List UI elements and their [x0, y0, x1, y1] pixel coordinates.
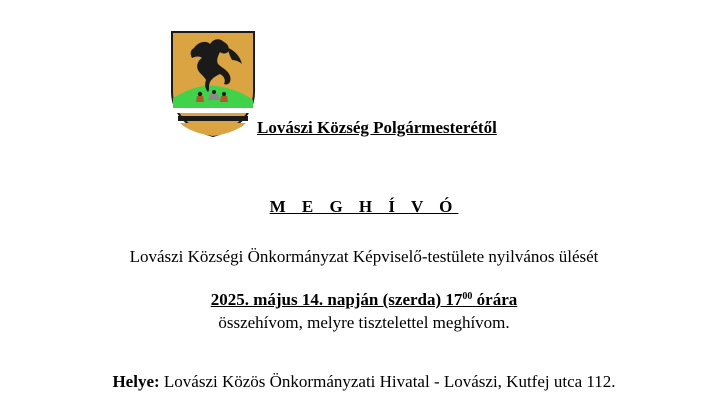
meeting-date-main: 2025. május 14. napján (szerda) 17	[210, 290, 463, 309]
sender-line: Lovászi Község Polgármesterétől	[257, 118, 497, 137]
meeting-date-suffix: órára	[472, 290, 518, 309]
venue-label: Helye:	[112, 372, 160, 391]
meeting-date	[0, 290, 728, 310]
meeting-time-minutes: 00	[462, 291, 473, 302]
closing-text: összehívom, melyre tisztelettel meghívom.	[218, 313, 510, 332]
intro-text: Lovászi Községi Önkormányzat Képviselő-testülete nyilvános ülését	[129, 247, 599, 266]
venue-text: Lovászi Közös Önkormányzati Hivatal - Lovászi, Kutfej utca 112.	[159, 372, 616, 391]
coat-of-arms-icon	[170, 30, 256, 138]
venue-line	[0, 372, 728, 392]
document-title: M E G H Í V Ó	[269, 197, 459, 216]
